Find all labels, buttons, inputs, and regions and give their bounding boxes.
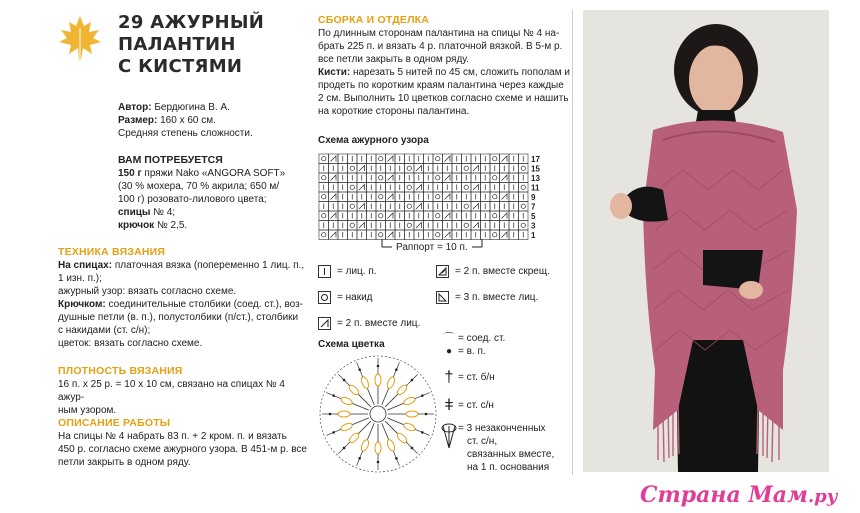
- decrease-mark: [416, 223, 422, 229]
- chart-cell: [319, 173, 329, 183]
- decrease-mark: [502, 213, 508, 219]
- decrease-mark: [416, 185, 422, 191]
- gauge-line-1: 16 п. х 25 р. = 10 х 10 см, связано на спицах № 4 ажур-: [58, 379, 285, 403]
- flower-heading: Схема цветка: [318, 339, 385, 350]
- chart-cell: [462, 183, 472, 193]
- chart-cell: [376, 211, 386, 221]
- chart-cell: [490, 154, 500, 164]
- legend-knit: [318, 265, 377, 278]
- legend-ch-label: = в. п.: [458, 346, 486, 357]
- technique-needles-label: На спицах:: [58, 260, 113, 271]
- row-number: 3: [531, 221, 536, 231]
- technique-needles-line-2: 1 изн. п.);: [58, 273, 102, 284]
- chart-cell: [405, 183, 415, 193]
- yarn-over-mark: [436, 157, 440, 161]
- chart-cell: [376, 173, 386, 183]
- gauge-line-2: ным узором.: [58, 405, 117, 416]
- decrease-mark: [388, 175, 394, 181]
- sl-st-symbol-icon: ⌒: [444, 333, 454, 344]
- flower-stitch: [385, 421, 398, 434]
- decrease-mark: [388, 194, 394, 200]
- decrease-mark: [331, 175, 337, 181]
- flower-stitch: [358, 421, 371, 434]
- legend-ch: [440, 345, 570, 358]
- legend-yo: [318, 291, 373, 304]
- chart-cell: [433, 173, 443, 183]
- page-title: [118, 12, 268, 78]
- dc-symbol-icon: ǂ: [444, 396, 454, 414]
- flower-cluster: [340, 396, 353, 406]
- flower-ring: [370, 406, 386, 422]
- decrease-mark: [445, 175, 451, 181]
- legend-knit-label: = лиц. п.: [337, 266, 377, 277]
- yarn-over-mark: [350, 166, 354, 170]
- decrease-mark: [502, 175, 508, 181]
- flower-stitch: [352, 403, 369, 410]
- chart-cell: [433, 154, 443, 164]
- yarn-over-mark: [322, 176, 326, 180]
- cluster-symbol-icon: [440, 422, 458, 474]
- yarn-over-mark: [521, 166, 525, 170]
- decrease-mark: [331, 156, 337, 162]
- chart-cell: [376, 154, 386, 164]
- chart-cell: [490, 173, 500, 183]
- row-number: 1: [531, 231, 536, 240]
- k2tog-symbol-icon: [318, 317, 331, 330]
- decrease-mark: [473, 223, 479, 229]
- legend-k3tog: [436, 291, 538, 304]
- flower-chain: [332, 431, 335, 434]
- flower-cluster: [386, 376, 396, 389]
- chart-cell: [433, 192, 443, 202]
- materials-block: [118, 154, 318, 232]
- row-number: 9: [531, 193, 536, 202]
- yarn-over-mark: [464, 166, 468, 170]
- decrease-mark: [331, 213, 337, 219]
- chart-cell: [519, 164, 529, 174]
- technique-heading: ТЕХНИКА ВЯЗАНИЯ: [58, 246, 166, 258]
- flower-stitch: [387, 403, 404, 410]
- legend-k2tog-label: = 2 п. вместе лиц.: [337, 318, 421, 329]
- chart-cell: [405, 202, 415, 212]
- flower-chain: [343, 379, 346, 382]
- flower-chain: [343, 447, 346, 450]
- chart-heading: Схема ажурного узора: [318, 135, 429, 146]
- tassels-line-1: нарезать 5 нитей по 45 см, сложить пополам и: [350, 67, 570, 78]
- chart-cell: [348, 221, 358, 231]
- flower-cluster: [375, 442, 381, 454]
- chart-cell: [519, 202, 529, 212]
- repeat-label: Раппорт = 10 п.: [396, 242, 468, 253]
- flower-cluster: [340, 422, 353, 432]
- flower-chain: [377, 461, 380, 464]
- needles-value: № 4;: [150, 207, 176, 218]
- legend-yo-label: = накид: [337, 292, 373, 303]
- decrease-mark: [473, 166, 479, 172]
- row-number: 17: [531, 155, 540, 164]
- row-number: 5: [531, 212, 536, 221]
- technique-hook-line-4: цветок: вязать согласно схеме.: [58, 338, 203, 349]
- legend-k2tog: [318, 317, 420, 330]
- technique-hook-label: Крючком:: [58, 299, 106, 310]
- decrease-mark: [445, 213, 451, 219]
- chain-symbol-icon: ●: [445, 346, 453, 357]
- legend-hdc: [440, 364, 570, 390]
- decrease-mark: [388, 213, 394, 219]
- chart-cell: [433, 211, 443, 221]
- assembly-block: [318, 14, 570, 118]
- assembly-line-2: брать 225 п. и вязать 4 р. платочной вязкой. В 5-м р.: [318, 41, 563, 52]
- flower-chart-diagram: [316, 352, 441, 474]
- decrease-mark: [359, 166, 365, 172]
- flower-chain: [358, 457, 361, 460]
- legend-slst-label: = соед. ст.: [458, 333, 506, 344]
- decrease-mark: [473, 204, 479, 210]
- chart-cell: [405, 164, 415, 174]
- gauge-block: [58, 365, 308, 417]
- decrease-mark: [445, 156, 451, 162]
- tassels-label: Кисти:: [318, 67, 351, 78]
- legend-hdc-label: = ст. б/н: [458, 371, 495, 383]
- author-label: Автор:: [118, 102, 152, 113]
- difficulty: Средняя степень сложности.: [118, 128, 253, 139]
- yarn-over-mark: [493, 195, 497, 199]
- yarn-over-mark: [464, 223, 468, 227]
- flower-chain: [395, 457, 398, 460]
- flower-chain: [358, 368, 361, 371]
- title-line-1: 29 АЖУРНЫЙ: [118, 12, 265, 33]
- title-line-3: С КИСТЯМИ: [118, 56, 243, 77]
- knit-symbol-icon: [318, 265, 331, 278]
- yarn-over-mark: [407, 166, 411, 170]
- yarn-weight: 150 г: [118, 168, 142, 179]
- legend-slst: [440, 332, 570, 345]
- yarn-over-mark: [464, 204, 468, 208]
- flower-stitch: [367, 423, 374, 440]
- watermark-suffix: .ру: [807, 486, 838, 507]
- yarn-over-mark: [521, 223, 525, 227]
- assembly-line-1: По длинным сторонам палантина на спицы № 4 на-: [318, 28, 560, 39]
- legend-cluster-line-1: = 3 незаконченных: [458, 423, 546, 434]
- legend-cluster-line-2: ст. с/н,: [467, 436, 498, 447]
- decrease-mark: [331, 194, 337, 200]
- yarn-over-mark: [379, 176, 383, 180]
- flower-chain: [377, 365, 380, 368]
- hdc-symbol-icon: †: [444, 368, 454, 386]
- materials-heading: ВАМ ПОТРЕБУЕТСЯ: [118, 154, 223, 166]
- flower-chain: [411, 379, 414, 382]
- decrease-mark: [359, 223, 365, 229]
- yarn-line-1: пряжи Nako «ANGORA SOFT»: [141, 168, 286, 179]
- flower-stitch: [385, 394, 398, 407]
- yarn-over-mark: [436, 176, 440, 180]
- decrease-mark: [445, 194, 451, 200]
- yarn-over-mark: [322, 157, 326, 161]
- chart-cell: [348, 202, 358, 212]
- flower-chain: [329, 413, 332, 416]
- work-line-2: 450 р. согласно схеме ажурного узора. В 451-м р. все: [58, 444, 307, 455]
- gauge-heading: ПЛОТНОСТЬ ВЯЗАНИЯ: [58, 365, 183, 377]
- technique-needles-line-1: платочная вязка (попеременно 1 лиц. п.,: [112, 260, 305, 271]
- yarn-over-mark: [493, 157, 497, 161]
- yarn-line-3: 100 г) розовато-лилового цвета;: [118, 194, 267, 205]
- work-line-1: На спицы № 4 набрать 83 п. + 2 кром. п. и вязать: [58, 431, 287, 442]
- technique-hook-line-3: с накидами (ст. с/н);: [58, 325, 151, 336]
- yarn-over-mark: [379, 157, 383, 161]
- decrease-mark: [416, 204, 422, 210]
- yarn-over-mark: [407, 204, 411, 208]
- flower-stitch: [367, 388, 374, 405]
- flower-chart: [316, 352, 441, 479]
- legend-k2tog-tbl: [436, 265, 550, 278]
- chart-cell: [519, 183, 529, 193]
- chart-cell: [462, 164, 472, 174]
- chart-cell: [376, 192, 386, 202]
- legend-cluster: [440, 422, 570, 474]
- flower-chain: [421, 394, 424, 397]
- legend-cluster-line-3: связанных вместе,: [467, 449, 555, 460]
- k2tog-tbl-symbol-icon: [436, 265, 449, 278]
- tassels-line-3: 2 см. Выполнить 10 цветков согласно схеме и нашить: [318, 93, 569, 104]
- yarn-over-mark: [436, 195, 440, 199]
- decrease-mark: [416, 166, 422, 172]
- decrease-mark: [502, 194, 508, 200]
- legend-cluster-line-4: на 1 п. основания: [467, 462, 550, 473]
- decrease-mark: [473, 185, 479, 191]
- needles-label: спицы: [118, 207, 151, 218]
- flower-cluster: [360, 439, 370, 452]
- column-divider: [572, 10, 573, 475]
- chart-cell: [319, 192, 329, 202]
- maple-leaf-icon: [57, 14, 103, 62]
- k3tog-symbol-icon: [436, 291, 449, 304]
- info-block: [118, 101, 318, 140]
- row-number: 13: [531, 174, 540, 183]
- yarn-over-mark: [464, 185, 468, 189]
- technique-hook-line-2: душные петли (в. п.), полустолбики (п/ст.), столбики: [58, 312, 299, 323]
- chart-cell: [348, 164, 358, 174]
- chart-cell: [405, 221, 415, 231]
- chart-cell: [519, 221, 529, 231]
- flower-cluster: [403, 422, 416, 432]
- yarn-over-mark: [379, 214, 383, 218]
- chart-cell: [348, 183, 358, 193]
- yarn-over-mark: [407, 223, 411, 227]
- chart-cell: [319, 154, 329, 164]
- yarn-line-2: (30 % мохера, 70 % акрила; 650 м/: [118, 181, 280, 192]
- flower-chain: [421, 431, 424, 434]
- size-label: Размер:: [118, 115, 158, 126]
- yarn-over-mark: [322, 195, 326, 199]
- chart-cell: [319, 230, 329, 240]
- tassels-line-2: продеть по коротким краям палантина через каждые: [318, 80, 564, 91]
- yarn-over-mark: [493, 214, 497, 218]
- legend-k3tog-label: = 3 п. вместе лиц.: [455, 292, 539, 303]
- model-photo: [583, 10, 829, 472]
- flower-chain: [411, 447, 414, 450]
- legend-dc-label: = ст. с/н: [458, 399, 494, 411]
- assembly-line-3: все петли закрыть в одном ряду.: [318, 54, 470, 65]
- yarn-over-mark: [322, 214, 326, 218]
- flower-cluster: [406, 411, 418, 417]
- yarn-over-mark: [407, 185, 411, 189]
- flower-cluster: [360, 376, 370, 389]
- flower-chain: [395, 368, 398, 371]
- row-number: 7: [531, 202, 536, 212]
- hook-label: крючок: [118, 220, 155, 231]
- yarn-over-mark: [322, 233, 326, 237]
- technique-hook-line-1: соединительные столбики (соед. ст.), воз-: [105, 299, 304, 310]
- hook-value: № 2,5.: [154, 220, 188, 231]
- row-number: 11: [531, 183, 540, 193]
- yarn-over-symbol-icon: [318, 291, 331, 304]
- flower-stitch: [382, 423, 389, 440]
- tassels-line-4: на короткие стороны палантина.: [318, 106, 470, 117]
- technique-needles-line-3: ажурный узор: вязать согласно схеме.: [58, 286, 237, 297]
- decrease-mark: [359, 185, 365, 191]
- woman-shawl-photo-icon: [583, 10, 829, 472]
- work-block: [58, 417, 308, 469]
- technique-block: [58, 246, 308, 350]
- flower-chain: [425, 413, 428, 416]
- flower-chain: [332, 394, 335, 397]
- yarn-over-mark: [350, 223, 354, 227]
- flower-stitch: [387, 418, 404, 425]
- chart-cell: [319, 211, 329, 221]
- author-value: Бердюгина В. А.: [151, 102, 230, 113]
- flower-cluster: [403, 396, 416, 406]
- yarn-over-mark: [350, 185, 354, 189]
- size-value: 160 х 60 см.: [157, 115, 216, 126]
- watermark-text: Страна Мам: [640, 482, 808, 508]
- chart-cell: [462, 202, 472, 212]
- work-line-3: петли закрыть в одном ряду.: [58, 457, 191, 468]
- watermark: [640, 482, 838, 508]
- yarn-over-mark: [379, 195, 383, 199]
- row-number: 15: [531, 164, 540, 174]
- flower-stitch: [358, 394, 371, 407]
- flower-cluster: [338, 411, 350, 417]
- yarn-over-mark: [350, 204, 354, 208]
- chart-cell: [462, 221, 472, 231]
- legend-k2tog-tbl-label: = 2 п. вместе скрещ.: [455, 266, 550, 277]
- decrease-mark: [359, 204, 365, 210]
- assembly-heading: СБОРКА И ОТДЕЛКА: [318, 14, 430, 26]
- flower-stitch: [352, 418, 369, 425]
- legend-dc: [440, 392, 570, 418]
- yarn-over-mark: [493, 176, 497, 180]
- title-line-2: ПАЛАНТИН: [118, 34, 236, 55]
- decrease-mark: [388, 156, 394, 162]
- decrease-mark: [502, 156, 508, 162]
- flower-cluster: [375, 374, 381, 386]
- flower-legend: [440, 332, 570, 474]
- chart-cell: [490, 211, 500, 221]
- flower-stitch: [382, 388, 389, 405]
- yarn-over-mark: [521, 185, 525, 189]
- chart-cell: [490, 192, 500, 202]
- flower-cluster: [386, 439, 396, 452]
- work-heading: ОПИСАНИЕ РАБОТЫ: [58, 417, 171, 429]
- yarn-over-mark: [521, 204, 525, 208]
- yarn-over-mark: [436, 214, 440, 218]
